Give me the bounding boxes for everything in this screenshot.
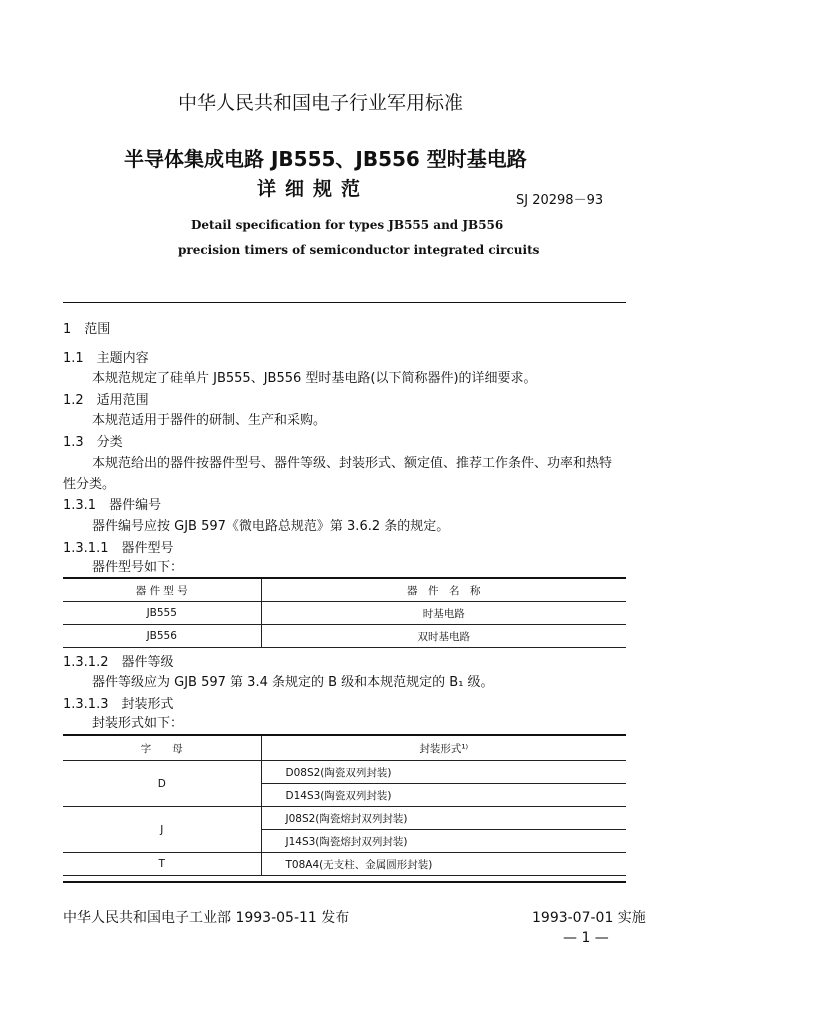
device-type-cell: JB556 <box>63 625 261 648</box>
header-divider <box>63 302 626 303</box>
section-1-heading: 1 范围 <box>63 322 111 337</box>
document-subtitle: 详细规范 <box>257 178 370 200</box>
footer-divider <box>63 881 626 883</box>
section-1-3-1-3-text: 封装形式如下： <box>92 716 184 731</box>
package-form-cell: D08S2(陶瓷双列封装) <box>261 761 626 784</box>
package-form-cell: D14S3(陶瓷双列封装) <box>261 784 626 807</box>
table-header-row <box>63 735 626 761</box>
column-header-device-type: 器 件 型 号 <box>63 578 261 602</box>
section-1-3-1-3-heading: 1.3.1.3 封装形式 <box>63 697 174 712</box>
section-1-1-heading: 1.1 主题内容 <box>63 351 149 366</box>
section-1-3-1-text: 器件编号应按 GJB 597《微电路总规范》第 3.6.2 条的规定。 <box>92 519 450 534</box>
section-1-1-text: 本规范规定了硅单片 JB555、JB556 型时基电路(以下简称器件)的详细要求。 <box>92 371 537 386</box>
package-type-table <box>63 734 626 876</box>
package-letter-cell: J <box>63 807 261 853</box>
package-letter-cell: T <box>63 853 261 876</box>
table-row <box>63 853 626 876</box>
standard-number: SJ 20298－93 <box>516 193 604 208</box>
section-1-3-1-1-text: 器件型号如下： <box>92 560 184 575</box>
english-title-line1: Detail specification for types JB555 and JB556 <box>191 218 504 232</box>
section-1-3-1-2-heading: 1.3.1.2 器件等级 <box>63 655 174 670</box>
section-1-2-heading: 1.2 适用范围 <box>63 393 149 408</box>
issue-date: 中华人民共和国电子工业部 1993-05-11 发布 <box>63 910 350 926</box>
english-title-line2: precision timers of semiconductor integrated circuits <box>178 243 540 257</box>
section-1-3-text: 本规范给出的器件按器件型号、器件等级、封装形式、额定值、推荐工作条件、功率和热特 <box>92 456 613 471</box>
table-row <box>63 807 626 830</box>
issuing-org-header: 中华人民共和国电子行业军用标准 <box>178 92 464 114</box>
table-row <box>63 602 626 625</box>
section-1-3-1-2-text: 器件等级应为 GJB 597 第 3.4 条规定的 B 级和本规范规定的 B₁ 级。 <box>92 675 494 690</box>
section-1-3-1-heading: 1.3.1 器件编号 <box>63 498 162 513</box>
device-name-cell: 时基电路 <box>261 602 626 625</box>
package-form-cell: T08A4(无支柱、金属圆形封装) <box>261 853 626 876</box>
package-letter-cell: D <box>63 761 261 807</box>
column-header-package: 封装形式¹⁾ <box>261 735 626 761</box>
column-header-device-name: 器 件 名 称 <box>261 578 626 602</box>
column-header-letter: 字 母 <box>63 735 261 761</box>
implementation-date: 1993-07-01 实施 <box>532 910 646 926</box>
document-title: 半导体集成电路 JB555、JB556 型时基电路 <box>124 147 527 171</box>
page-number: — 1 — <box>563 930 609 946</box>
package-form-cell: J08S2(陶瓷熔封双列封装) <box>261 807 626 830</box>
section-1-3-text-cont: 性分类。 <box>63 477 116 492</box>
table-row <box>63 761 626 784</box>
section-1-2-text: 本规范适用于器件的研制、生产和采购。 <box>92 413 327 428</box>
device-type-table <box>63 577 626 648</box>
section-1-3-heading: 1.3 分类 <box>63 435 123 450</box>
section-1-3-1-1-heading: 1.3.1.1 器件型号 <box>63 541 174 556</box>
table-row <box>63 625 626 648</box>
table-header-row <box>63 578 626 602</box>
device-name-cell: 双时基电路 <box>261 625 626 648</box>
package-form-cell: J14S3(陶瓷熔封双列封装) <box>261 830 626 853</box>
device-type-cell: JB555 <box>63 602 261 625</box>
